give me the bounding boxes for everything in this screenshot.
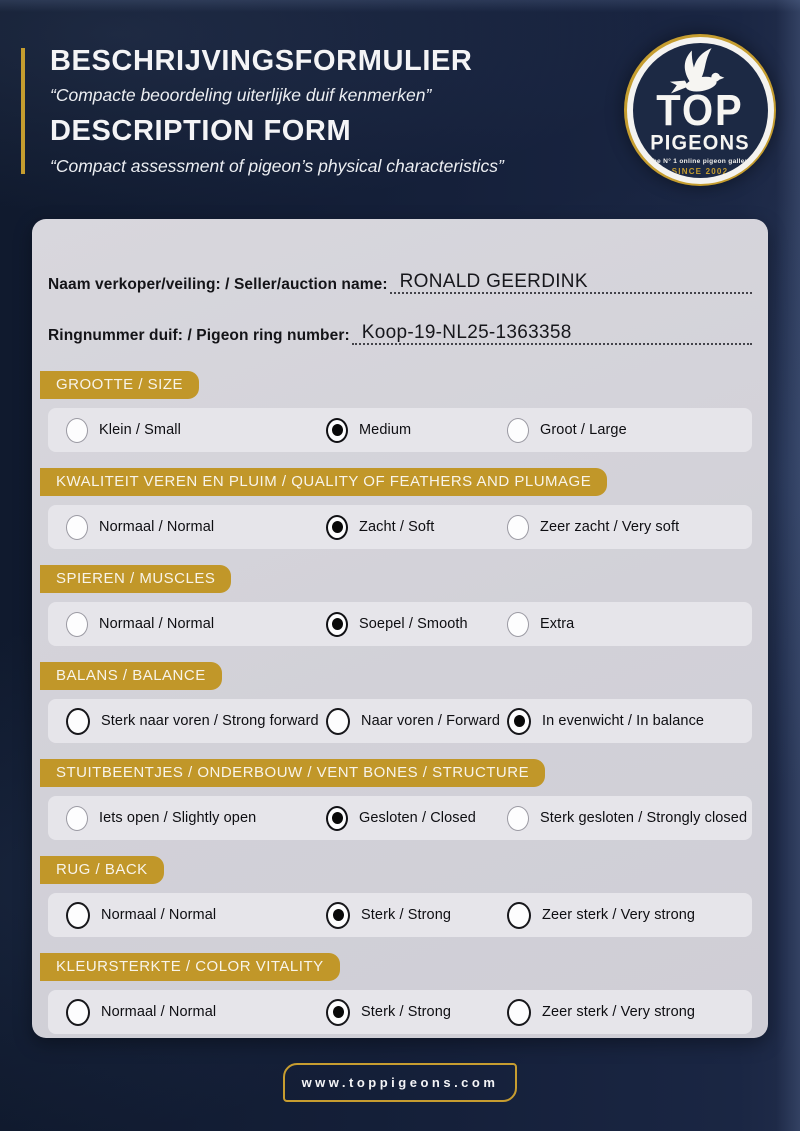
radio-option <box>507 999 752 1026</box>
logo-tagline: The N° 1 online pigeon gallery <box>648 157 752 165</box>
field-value[interactable]: RONALD GEERDINK <box>399 271 588 292</box>
radio-button[interactable] <box>507 999 531 1026</box>
radio-option-label: Extra <box>540 616 575 632</box>
form-field <box>48 269 752 294</box>
subtitle-dutch: “Compacte beoordeling uiterlijke duif kenmerken” <box>50 85 432 106</box>
radio-button-selected[interactable] <box>507 708 531 735</box>
radio-option <box>66 806 326 831</box>
radio-option-label: Normaal / Normal <box>99 519 215 535</box>
radio-button[interactable] <box>66 708 90 735</box>
title-english: DESCRIPTION FORM <box>50 115 352 148</box>
radio-button-selected[interactable] <box>326 902 350 929</box>
radio-button-selected[interactable] <box>326 612 348 637</box>
section-header-pill: KWALITEIT VEREN EN PLUIM / QUALITY OF FEATHERS AND PLUMAGE <box>40 468 607 496</box>
radio-option <box>66 515 326 540</box>
field-label: Naam verkoper/veiling: / Seller/auction name: <box>48 276 388 293</box>
field-value[interactable]: Koop-19-NL25-1363358 <box>361 322 572 343</box>
form-section <box>48 662 752 743</box>
radio-button[interactable] <box>66 902 90 929</box>
radio-option <box>326 708 507 735</box>
option-row <box>48 505 752 549</box>
radio-option <box>66 612 326 637</box>
radio-option <box>66 999 326 1026</box>
radio-option-label: Zeer sterk / Very strong <box>542 1004 696 1020</box>
radio-option <box>507 515 752 540</box>
form-section <box>48 468 752 549</box>
form-field <box>48 320 752 345</box>
logo-white-ring <box>627 37 774 184</box>
form-section <box>48 371 752 452</box>
radio-button[interactable] <box>66 612 88 637</box>
radio-option <box>66 708 326 735</box>
radio-option-label: Gesloten / Closed <box>359 810 476 826</box>
radio-button[interactable] <box>507 612 529 637</box>
radio-option <box>326 612 507 637</box>
option-row <box>48 990 752 1034</box>
radio-option-label: Iets open / Slightly open <box>99 810 257 826</box>
form-card <box>32 219 768 1038</box>
section-header-pill: SPIEREN / MUSCLES <box>40 565 231 593</box>
field-dotted-line <box>390 269 752 294</box>
radio-option <box>326 418 507 443</box>
radio-button[interactable] <box>507 515 529 540</box>
header-titles <box>50 46 610 187</box>
radio-option-label: Sterk / Strong <box>361 1004 452 1020</box>
radio-option <box>507 708 752 735</box>
radio-option-label: Naar voren / Forward <box>361 713 500 729</box>
form-section <box>48 953 752 1034</box>
logo-text-top: TOP <box>656 86 744 135</box>
form-section <box>48 856 752 937</box>
radio-option <box>66 902 326 929</box>
title-dutch: BESCHRIJVINGSFORMULIER <box>50 45 473 77</box>
radio-button[interactable] <box>66 515 88 540</box>
radio-option <box>326 999 507 1026</box>
radio-option-label: Soepel / Smooth <box>359 616 468 632</box>
radio-option-label: Sterk / Strong <box>361 907 452 923</box>
form-fields <box>48 269 752 345</box>
top-pigeons-logo <box>624 34 776 186</box>
section-header-pill: KLEURSTERKTE / COLOR VITALITY <box>40 953 340 981</box>
form-section <box>48 565 752 646</box>
logo-since: SINCE 2002 <box>671 166 729 176</box>
radio-button[interactable] <box>507 902 531 929</box>
radio-option <box>507 902 752 929</box>
radio-button[interactable] <box>66 806 88 831</box>
radio-button[interactable] <box>66 418 88 443</box>
radio-button[interactable] <box>507 418 529 443</box>
section-header-pill: STUITBEENTJES / ONDERBOUW / VENT BONES / STRUCTURE <box>40 759 545 787</box>
radio-option-label: Zeer zacht / Very soft <box>540 519 680 535</box>
radio-option <box>326 515 507 540</box>
radio-option-label: Medium <box>359 422 412 438</box>
logo-text-pigeons: PIGEONS <box>650 130 750 155</box>
radio-button-selected[interactable] <box>326 515 348 540</box>
section-header-pill: GROOTTE / SIZE <box>40 371 199 399</box>
radio-option-label: Normaal / Normal <box>101 907 217 923</box>
website-button[interactable]: www.toppigeons.com <box>283 1063 517 1102</box>
radio-button[interactable] <box>66 999 90 1026</box>
subtitle-english: “Compact assessment of pigeon’s physical characteristics” <box>50 155 504 176</box>
header-accent-bar <box>21 48 25 174</box>
radio-button-selected[interactable] <box>326 418 348 443</box>
radio-option <box>326 902 507 929</box>
radio-button[interactable] <box>507 806 529 831</box>
radio-option-label: Normaal / Normal <box>101 1004 217 1020</box>
logo-badge <box>633 43 768 178</box>
option-row <box>48 602 752 646</box>
radio-option-label: In evenwicht / In balance <box>542 713 705 729</box>
form-sections <box>48 371 752 1034</box>
option-row <box>48 408 752 452</box>
radio-button-selected[interactable] <box>326 999 350 1026</box>
radio-option <box>326 806 507 831</box>
radio-option-label: Zacht / Soft <box>359 519 435 535</box>
radio-option-label: Sterk gesloten / Strongly closed <box>540 810 748 826</box>
radio-option-label: Klein / Small <box>99 422 181 438</box>
field-label: Ringnummer duif: / Pigeon ring number: <box>48 327 350 344</box>
radio-option-label: Normaal / Normal <box>99 616 215 632</box>
field-dotted-line <box>352 320 752 345</box>
radio-button-selected[interactable] <box>326 806 348 831</box>
radio-option <box>507 612 752 637</box>
radio-option <box>66 418 326 443</box>
radio-option <box>507 806 752 831</box>
radio-option-label: Groot / Large <box>540 422 627 438</box>
form-section <box>48 759 752 840</box>
option-row <box>48 699 752 743</box>
option-row <box>48 796 752 840</box>
radio-option <box>507 418 752 443</box>
radio-option-label: Sterk naar voren / Strong forward <box>101 713 319 729</box>
section-header-pill: RUG / BACK <box>40 856 164 884</box>
radio-button[interactable] <box>326 708 350 735</box>
section-header-pill: BALANS / BALANCE <box>40 662 222 690</box>
radio-option-label: Zeer sterk / Very strong <box>542 907 696 923</box>
option-row <box>48 893 752 937</box>
